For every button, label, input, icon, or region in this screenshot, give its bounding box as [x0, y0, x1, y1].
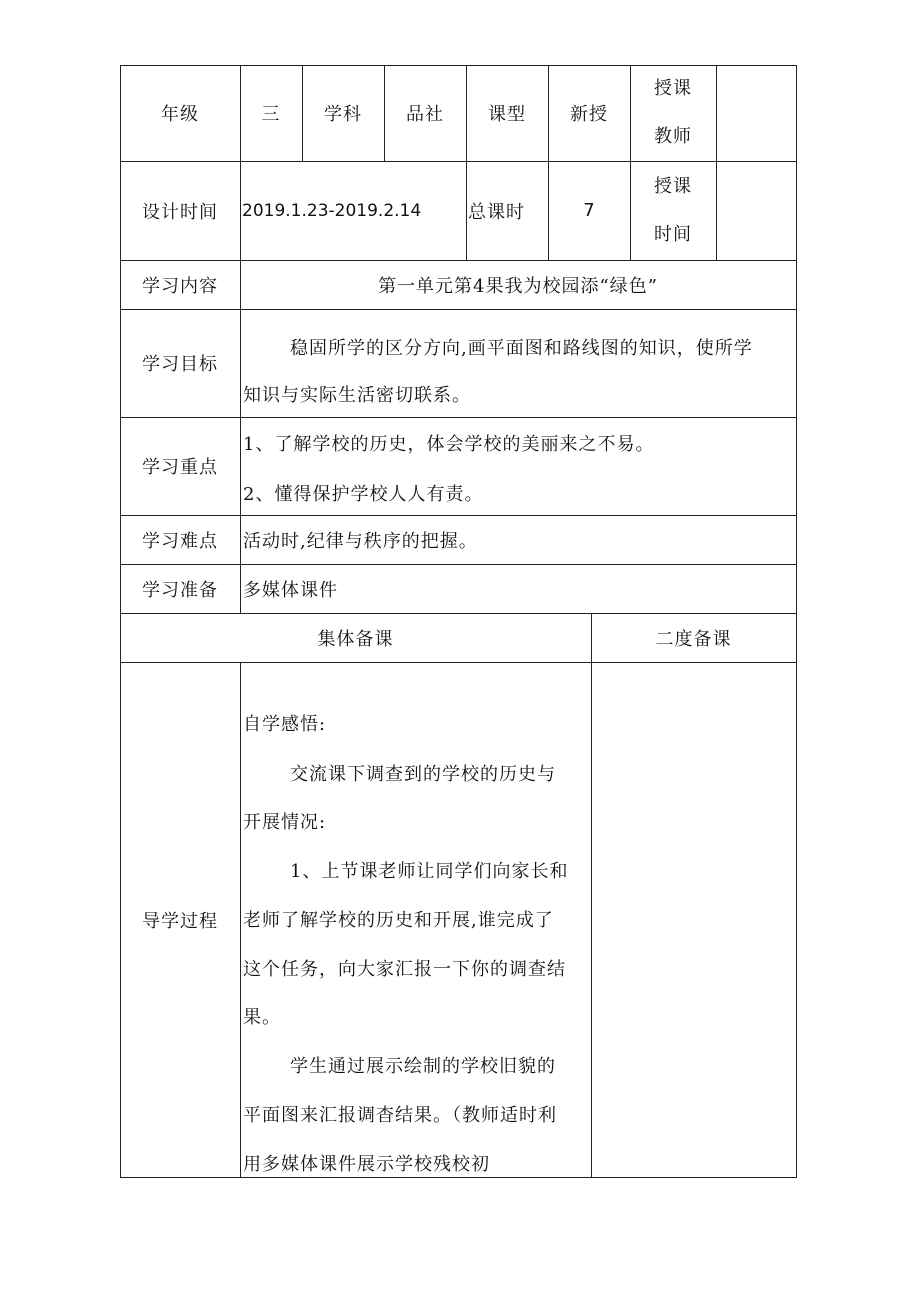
subject-value: 品社: [406, 104, 444, 125]
table-border: [796, 65, 797, 1178]
difficulty-label: 学习难点: [142, 530, 218, 552]
process-line: 学生通过展示绘制的学校旧貌的: [290, 1056, 556, 1077]
collective-prep-heading: 集体备课: [317, 628, 394, 650]
process-line: 用多媒体课件展示学校残校初: [243, 1154, 490, 1175]
content-label: 学习内容: [142, 275, 218, 297]
content-value: 第一单元第4果我为校园添“绿色”: [378, 275, 658, 297]
table-border: [240, 662, 241, 1178]
design-time-value: 2019.1.23-2019.2.14: [242, 200, 422, 221]
lesson-type-value: 新授: [570, 104, 608, 125]
lesson-type-label: 课型: [488, 104, 526, 125]
secondary-prep-heading: 二度备课: [655, 628, 732, 650]
process-line: 1、上节课老师让同学们向家长和: [290, 861, 569, 882]
total-hours-label: 总课时: [468, 201, 525, 223]
goals-label: 学习目标: [142, 354, 218, 375]
teacher-label-line1: 授课: [654, 78, 692, 99]
table-border: [120, 1177, 797, 1178]
goals-line-2: 知识与实际生活密切联系。: [243, 385, 471, 406]
preparation-value: 多媒体课件: [243, 579, 338, 601]
teacher-label: [630, 65, 716, 161]
lesson-time-label-line2: 时间: [654, 223, 692, 245]
focus-label: 学习重点: [142, 457, 218, 478]
total-hours-value: 7: [583, 200, 595, 221]
teacher-label-line2: 教师: [654, 126, 692, 147]
preparation-label: 学习准备: [142, 579, 218, 601]
secondary-prep-area: [591, 662, 796, 1177]
process-line: 平面图来汇报调杳结果。（教师适时利: [243, 1105, 557, 1126]
focus-item-2: 2、懂得保护学校人人有责。: [243, 484, 484, 505]
design-time-label: 设计时间: [142, 201, 218, 223]
focus-item-1: 1、了解学校的历史，体会学校的美丽来之不易。: [243, 434, 655, 455]
process-line: 交流课下调查到的学校的历史与: [290, 764, 556, 785]
process-line: 自学感悟:: [243, 714, 327, 735]
grade-value: 三: [261, 104, 281, 125]
process-line: 开展情况:: [243, 812, 327, 833]
lesson-time-label-line1: 授课: [654, 175, 692, 197]
process-line: 果。: [243, 1007, 281, 1028]
grade-label: 年级: [161, 104, 199, 125]
difficulty-value: 活动时,纪律与秩序的把握。: [243, 530, 478, 552]
process-label: 导学过程: [142, 910, 218, 932]
lesson-time-value: [716, 161, 796, 260]
teacher-value: [716, 65, 796, 161]
subject-label: 学科: [324, 104, 362, 125]
lesson-time-label: [630, 161, 716, 260]
goals-line-1: 稳固所学的区分方向,画平面图和路线图的知识，使所学: [290, 338, 753, 359]
process-line: 这个任务，向大家汇报一下你的调查结: [243, 959, 566, 980]
process-line: 老师了解学校的历史和开展,谁完成了: [243, 910, 554, 931]
